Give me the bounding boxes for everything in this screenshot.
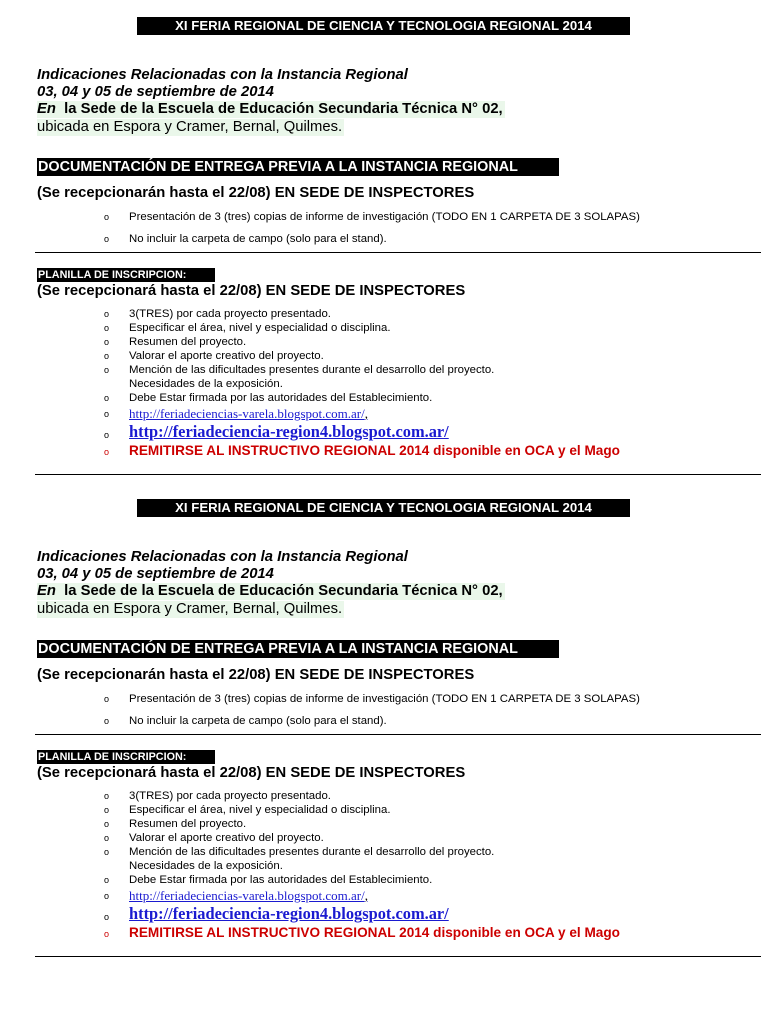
bullet-icon: o xyxy=(104,929,110,939)
list-item-text: Valorar el aporte creativo del proyecto. xyxy=(129,350,324,362)
list-item-text: Necesidades de la exposición. xyxy=(129,860,283,872)
bullet-icon: o xyxy=(104,912,110,922)
list-item-text: Especificar el área, nivel y especialidad o disciplina. xyxy=(129,804,391,816)
documentation-heading: DOCUMENTACIÓN DE ENTREGA PREVIA A LA INSTANCIA REGIONAL xyxy=(37,640,559,658)
bullet-icon: o xyxy=(104,337,110,347)
instructivo-note: REMITIRSE AL INSTRUCTIVO REGIONAL 2014 disponible en OCA y el Mago xyxy=(129,925,620,940)
region4-blog-link[interactable]: http://feriadeciencia-region4.blogspot.com.ar/ xyxy=(129,904,449,923)
event-dates: 03, 04 y 05 de septiembre de 2014 xyxy=(37,84,274,100)
bullet-icon: o xyxy=(104,875,110,885)
registration-deadline: (Se recepcionará hasta el 22/08) EN SEDE DE INSPECTORES xyxy=(37,765,466,781)
fair-title: XI FERIA REGIONAL DE CIENCIA Y TECNOLOGIA REGIONAL 2014 xyxy=(137,17,630,35)
bullet-icon: o xyxy=(104,309,110,319)
documentation-heading: DOCUMENTACIÓN DE ENTREGA PREVIA A LA INSTANCIA REGIONAL xyxy=(37,158,559,176)
list-item-text: Debe Estar firmada por las autoridades del Establecimiento. xyxy=(129,392,433,404)
bullet-icon: o xyxy=(104,694,110,704)
list-item-text: Especificar el área, nivel y especialidad o disciplina. xyxy=(129,322,391,334)
list-item-text: Mención de las dificultades presentes durante el desarrollo del proyecto. xyxy=(129,364,495,376)
bullet-icon: o xyxy=(104,393,110,403)
list-item-text: Necesidades de la exposición. xyxy=(129,378,283,390)
bullet-icon: o xyxy=(104,805,110,815)
bullet-icon: o xyxy=(104,365,110,375)
intro-line-1: Indicaciones Relacionadas con la Instancia Regional xyxy=(37,549,408,565)
section-divider xyxy=(35,956,761,957)
link-comma: , xyxy=(364,406,368,421)
section-divider xyxy=(35,252,761,253)
event-dates: 03, 04 y 05 de septiembre de 2014 xyxy=(37,566,274,582)
venue-prefix: En xyxy=(37,101,56,117)
list-item-text: Debe Estar firmada por las autoridades del Establecimiento. xyxy=(129,874,433,886)
list-item-text: Presentación de 3 (tres) copias de informe de investigación (TODO EN 1 CARPETA DE 3 SOLAPAS) xyxy=(129,211,640,223)
instructivo-note: REMITIRSE AL INSTRUCTIVO REGIONAL 2014 disponible en OCA y el Mago xyxy=(129,443,620,458)
varela-blog-link[interactable]: http://feriadeciencias-varela.blogspot.com.ar/ xyxy=(129,888,365,903)
link-comma: , xyxy=(364,888,368,903)
documentation-deadline: (Se recepcionarán hasta el 22/08) EN SEDE DE INSPECTORES xyxy=(37,667,475,683)
venue-prefix: En xyxy=(37,583,56,599)
list-item-text: Mención de las dificultades presentes durante el desarrollo del proyecto. xyxy=(129,846,495,858)
bullet-icon: o xyxy=(104,351,110,361)
registration-deadline: (Se recepcionará hasta el 22/08) EN SEDE DE INSPECTORES xyxy=(37,283,466,299)
bullet-icon: o xyxy=(104,430,110,440)
bullet-icon: o xyxy=(104,791,110,801)
region4-blog-link[interactable]: http://feriadeciencia-region4.blogspot.com.ar/ xyxy=(129,422,449,441)
fair-title: XI FERIA REGIONAL DE CIENCIA Y TECNOLOGIA REGIONAL 2014 xyxy=(137,499,630,517)
list-item-text: Valorar el aporte creativo del proyecto. xyxy=(129,832,324,844)
section-divider xyxy=(35,474,761,475)
bullet-icon: o xyxy=(104,447,110,457)
list-item-text: 3(TRES) por cada proyecto presentado. xyxy=(129,308,331,320)
venue-address: ubicada en Espora y Cramer, Bernal, Quilmes. xyxy=(37,119,343,135)
list-item-text: No incluir la carpeta de campo (solo para el stand). xyxy=(129,715,387,727)
intro-line-1: Indicaciones Relacionadas con la Instancia Regional xyxy=(37,67,408,83)
bullet-icon: o xyxy=(104,234,110,244)
bullet-icon: o xyxy=(104,847,110,857)
list-item-text: Resumen del proyecto. xyxy=(129,336,247,348)
list-item-text: No incluir la carpeta de campo (solo para el stand). xyxy=(129,233,387,245)
registration-label: PLANILLA DE INSCRIPCION: xyxy=(37,268,215,282)
registration-label: PLANILLA DE INSCRIPCION: xyxy=(37,750,215,764)
venue-address: ubicada en Espora y Cramer, Bernal, Quilmes. xyxy=(37,601,343,617)
list-item-text: 3(TRES) por cada proyecto presentado. xyxy=(129,790,331,802)
flyer-copy-2 xyxy=(0,482,768,962)
bullet-icon: o xyxy=(104,819,110,829)
venue-line xyxy=(37,101,505,118)
list-item-text: Presentación de 3 (tres) copias de informe de investigación (TODO EN 1 CARPETA DE 3 SOLAPAS) xyxy=(129,693,640,705)
venue-school: la Sede de la Escuela de Educación Secundaria Técnica N° 02, xyxy=(64,583,503,599)
documentation-deadline: (Se recepcionarán hasta el 22/08) EN SEDE DE INSPECTORES xyxy=(37,185,475,201)
bullet-icon: o xyxy=(104,716,110,726)
flyer-copy-1 xyxy=(0,0,768,480)
list-item-text: Resumen del proyecto. xyxy=(129,818,247,830)
varela-blog-link[interactable]: http://feriadeciencias-varela.blogspot.com.ar/ xyxy=(129,406,365,421)
venue-line xyxy=(37,583,505,600)
bullet-icon: o xyxy=(104,323,110,333)
bullet-icon: o xyxy=(104,409,110,419)
venue-school: la Sede de la Escuela de Educación Secundaria Técnica N° 02, xyxy=(64,101,503,117)
bullet-icon: o xyxy=(104,833,110,843)
section-divider xyxy=(35,734,761,735)
bullet-icon: o xyxy=(104,891,110,901)
bullet-icon: o xyxy=(104,212,110,222)
